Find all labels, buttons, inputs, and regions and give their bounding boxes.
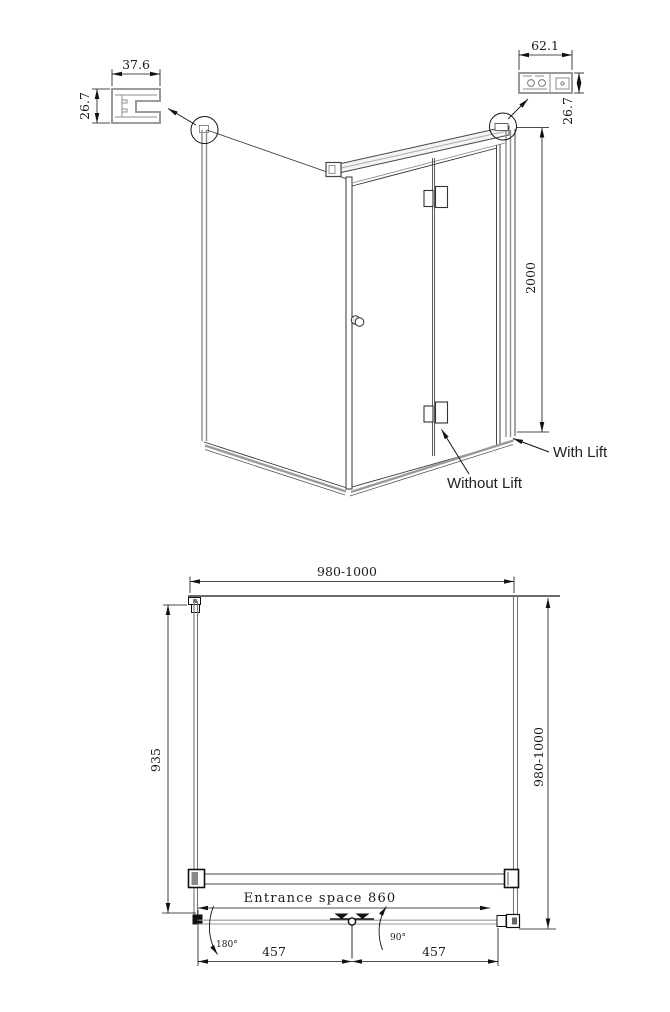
wall-bracket bbox=[192, 605, 200, 613]
center-hinge-wing bbox=[335, 914, 349, 920]
front-left-post bbox=[346, 177, 352, 489]
dim-text-935: 935 bbox=[148, 748, 163, 772]
side-sill-edge bbox=[205, 450, 345, 496]
door-jamb bbox=[497, 916, 506, 927]
bar-clamp-bracket bbox=[326, 163, 341, 177]
top-hinge-plate bbox=[424, 191, 433, 207]
elevation-view bbox=[191, 113, 608, 496]
dim-text-wall-profile-width: 37.6 bbox=[122, 57, 150, 72]
detail-top-rail-profile bbox=[508, 38, 584, 125]
dim-text-wall-profile-height: 26.7 bbox=[77, 92, 92, 120]
side-panel-bottom-edge bbox=[204, 442, 347, 488]
support-bar-plan bbox=[204, 874, 505, 884]
dim-text-457-right: 457 bbox=[422, 944, 446, 959]
wall-profile-outline bbox=[112, 89, 160, 123]
bar-bracket-left-fill bbox=[192, 872, 199, 885]
center-hinge-pin bbox=[348, 918, 355, 925]
top-bar-groove bbox=[330, 131, 509, 171]
dim-text-plan-depth: 980-1000 bbox=[531, 727, 546, 787]
bottom-hinge-plate bbox=[436, 402, 448, 423]
arc-90 bbox=[379, 907, 386, 951]
without-lift-leader bbox=[442, 430, 470, 475]
door-jamb-fill bbox=[512, 918, 517, 925]
bottom-hinge-plate bbox=[424, 406, 433, 422]
side-sill-gray bbox=[205, 446, 346, 492]
dim-text-rail-profile-height: 26.7 bbox=[560, 97, 575, 125]
angle-text-90: 90° bbox=[390, 933, 406, 943]
dim-text-457-left: 457 bbox=[262, 944, 286, 959]
detail-leader-line bbox=[168, 109, 196, 126]
top-hinge-plate bbox=[436, 187, 448, 208]
bar-bracket-right bbox=[505, 870, 519, 888]
detail-wall-profile bbox=[77, 57, 196, 125]
dim-text-rail-profile-width: 62.1 bbox=[531, 38, 559, 53]
with-lift-leader bbox=[513, 439, 549, 453]
center-hinge-wing bbox=[356, 914, 370, 920]
right-top-clamp bbox=[495, 124, 508, 131]
angle-text-180: 180° bbox=[216, 940, 238, 950]
door-pivot-block bbox=[193, 915, 203, 925]
door-knob bbox=[355, 318, 364, 327]
dim-text-plan-width: 980-1000 bbox=[317, 564, 377, 579]
plan-view bbox=[148, 564, 560, 966]
with-lift-label: With Lift bbox=[553, 444, 608, 461]
dim-text-height-2000: 2000 bbox=[523, 262, 538, 294]
dim-text-entrance: Entrance space 860 bbox=[243, 891, 397, 906]
without-lift-label: Without Lift bbox=[447, 475, 523, 492]
